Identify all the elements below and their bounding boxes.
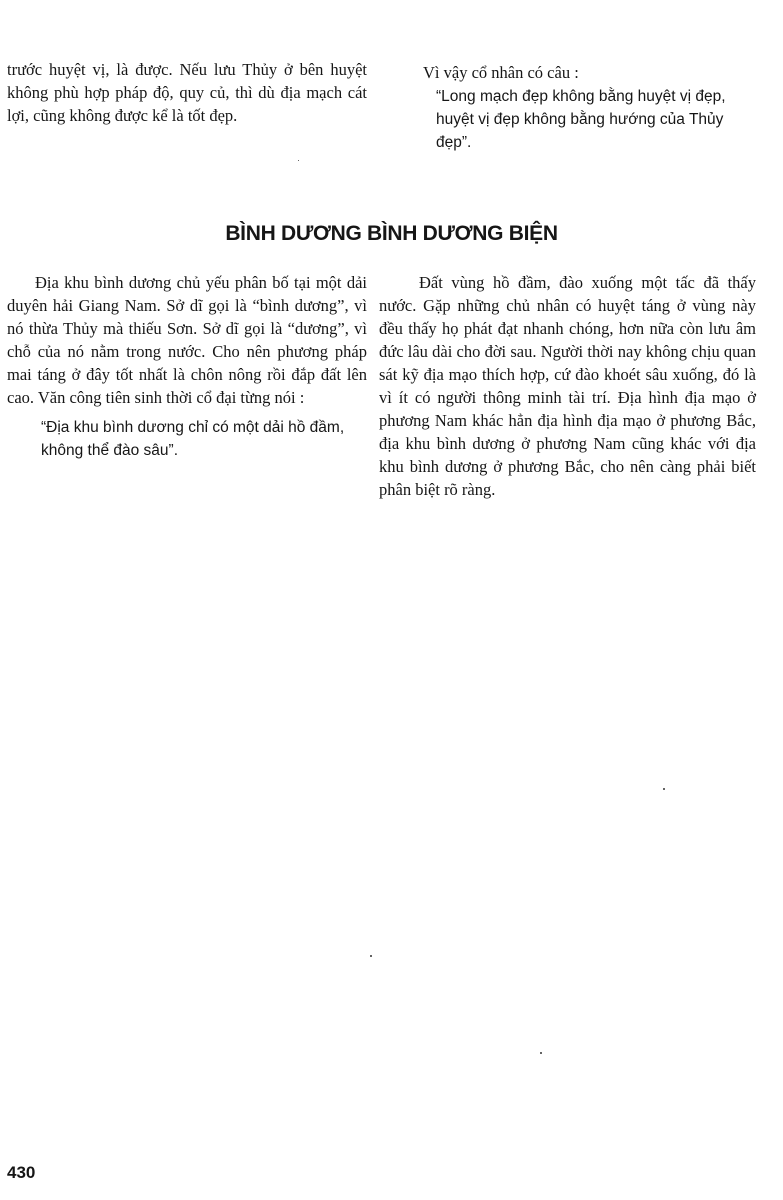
section-heading: BÌNH DƯƠNG BÌNH DƯƠNG BIỆN [225, 222, 558, 245]
left-column-quote: “Địa khu bình dương chỉ có một dải hồ đầm, không thể đào sâu”. [41, 419, 345, 459]
page-number: 430 [7, 1163, 36, 1182]
scan-speck [663, 788, 665, 790]
top-right-quote: “Long mạch đẹp không bằng huyệt vị đẹp, huyệt vị đẹp không bằng hướng của Thủy đẹp”. [436, 88, 726, 151]
right-column [379, 271, 756, 501]
right-column-paragraph: Đất vùng hồ đầm, đào xuống một tấc đã thấy nước. Gặp những chủ nhân có huyệt táng ở vùng này đều thấy họ phát đạt nhanh chóng, hơn nữa còn lưu âm đức lâu dài cho đời sau. Người thời nay không chịu quan sát kỹ địa mạo thích hợp, cứ đào khoét sâu xuống, đó là vì ít có người thông minh tài trí. Địa hình địa mạo ở phương Nam khác hẳn địa hình địa mạo ở phương Bắc, địa khu bình dương ở phương Nam cũng khác với địa khu bình dương ở phương Bắc, cho nên càng phải biết phân biệt rõ ràng. [379, 273, 756, 499]
top-right-lead: Vì vậy cổ nhân có câu : [423, 63, 579, 82]
scan-speck [540, 1052, 542, 1054]
scan-speck [370, 955, 372, 957]
top-left-column [7, 58, 367, 127]
scan-speck [298, 160, 299, 161]
left-column-paragraph: Địa khu bình dương chủ yếu phân bố tại một dải duyên hải Giang Nam. Sở dĩ gọi là “bình dương”, vì nó thừa Thủy mà thiếu Sơn. Sở dĩ gọi là “dương”, vì chỗ của nó nằm trong nước. Cho nên phương pháp mai táng ở đây tốt nhất là chôn nông rồi đắp đất lên cao. Văn công tiên sinh thời cổ đại từng nói : [7, 273, 367, 407]
left-column [7, 271, 367, 462]
top-left-paragraph: trước huyệt vị, là được. Nếu lưu Thủy ở bên huyệt không phù hợp pháp độ, quy củ, thì dù địa mạch cát lợi, cũng không được kể là tốt đẹp. [7, 60, 367, 125]
top-right-column [423, 61, 758, 154]
